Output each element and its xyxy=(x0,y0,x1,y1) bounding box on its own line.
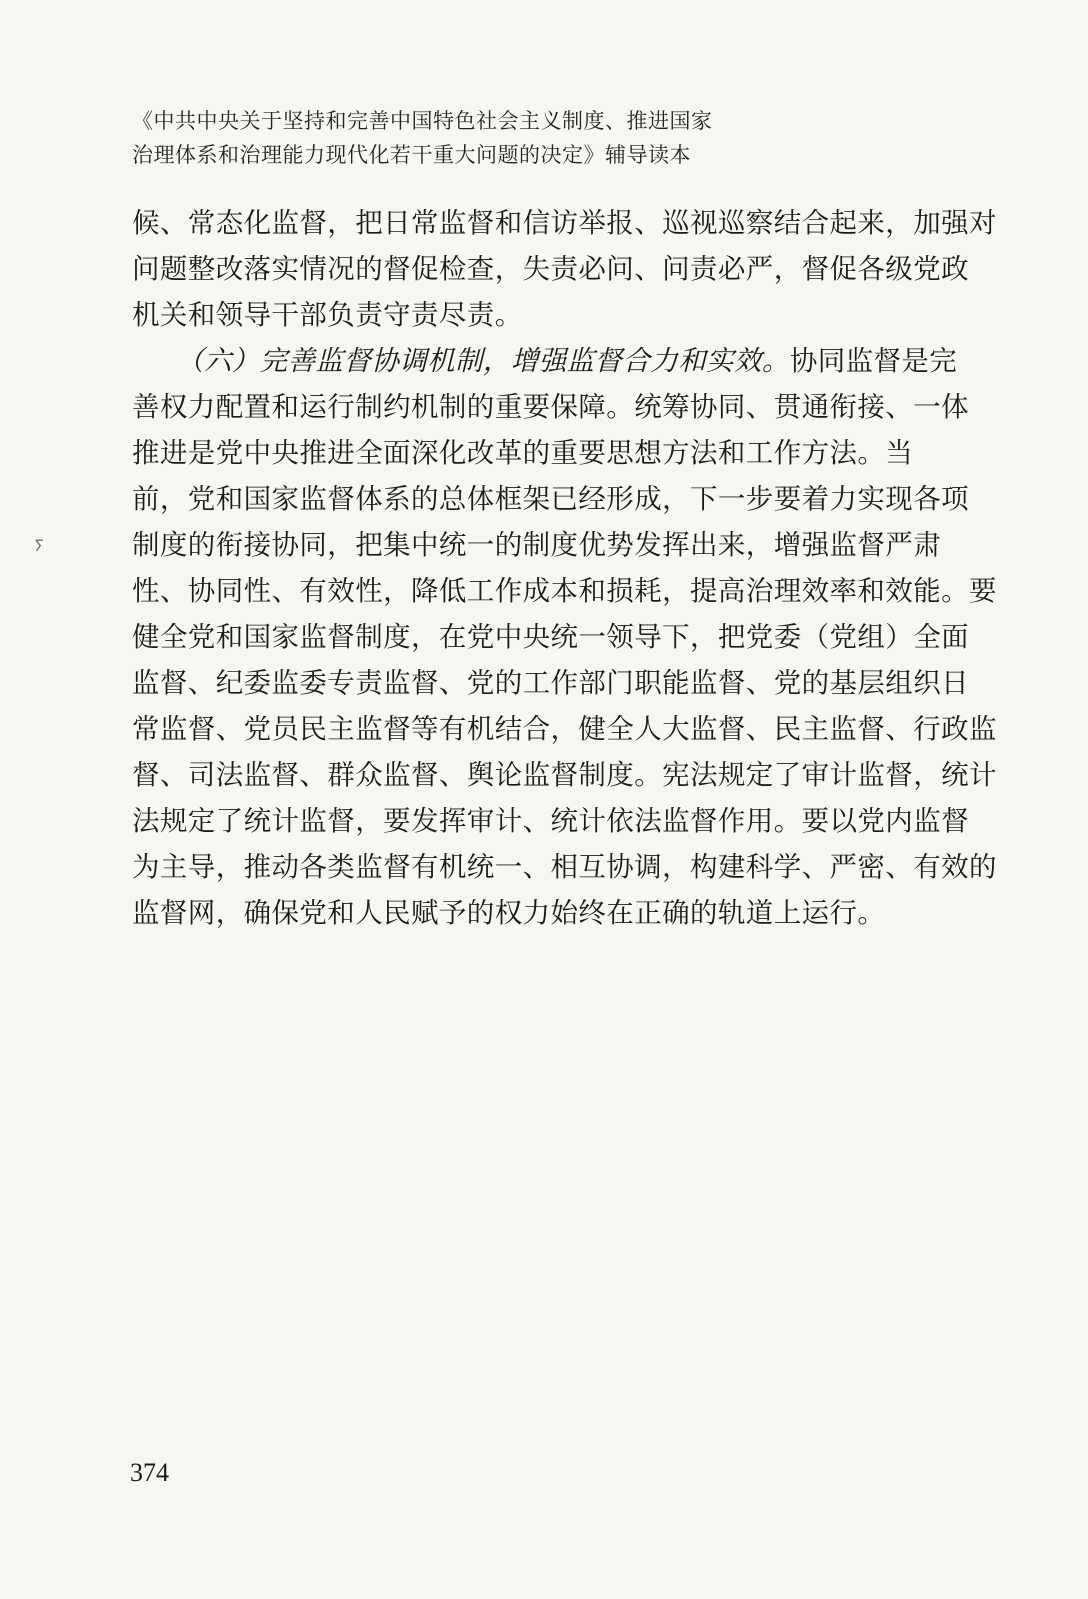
paragraph-2-line: 为主导，推动各类监督有机统一、相互协调，构建科学、严密、有效的 xyxy=(132,851,997,883)
paragraph-2-line: 推进是党中央推进全面深化改革的重要思想方法和工作方法。当 xyxy=(132,437,914,469)
paragraph-2-line: 健全党和国家监督制度，在党中央统一领导下，把党委（党组）全面 xyxy=(132,621,969,653)
page-number: 374 xyxy=(130,1458,169,1487)
running-header xyxy=(132,104,952,172)
paragraph-2-line: 前，党和国家监督体系的总体框架已经形成，下一步要着力实现各项 xyxy=(132,483,969,515)
paragraph-2-line: 性、协同性、有效性，降低工作成本和损耗，提高治理效率和效能。要 xyxy=(132,575,997,607)
margin-mark: ⵢ xyxy=(34,536,45,555)
paragraph-2-line: 监督、纪委监委专责监督、党的工作部门职能监督、党的基层组织日 xyxy=(132,667,969,699)
paragraph-1-line: 候、常态化监督，把日常监督和信访举报、巡视巡察结合起来，加强对 xyxy=(132,207,997,239)
paragraph-2-first-line-rest: 协同监督是完 xyxy=(789,345,958,377)
paragraph-2-line: 常监督、党员民主监督等有机结合，健全人大监督、民主监督、行政监 xyxy=(132,713,997,745)
paragraph-1-line: 问题整改落实情况的督促检查，失责必问、问责必严，督促各级党政 xyxy=(132,253,969,285)
paragraph-2-line: 法规定了统计监督，要发挥审计、统计依法监督作用。要以党内监督 xyxy=(132,805,969,837)
paragraph-1-line: 机关和领导干部负责守责尽责。 xyxy=(132,299,523,331)
section-heading: （六）完善监督协调机制，增强监督合力和实效。 xyxy=(176,345,790,377)
paragraph-2-first-line xyxy=(132,338,958,384)
body-text xyxy=(132,200,997,936)
paragraph-2-line: 督、司法监督、群众监督、舆论监督制度。宪法规定了审计监督，统计 xyxy=(132,759,997,791)
paragraph-2-line: 善权力配置和运行制约机制的重要保障。统筹协同、贯通衔接、一体 xyxy=(132,391,969,423)
paragraph-2-line: 制度的衔接协同，把集中统一的制度优势发挥出来，增强监督严肃 xyxy=(132,529,942,561)
running-header-line-1: 《中共中央关于坚持和完善中国特色社会主义制度、推进国家 xyxy=(132,109,713,133)
paragraph-2-line: 监督网，确保党和人民赋予的权力始终在正确的轨道上运行。 xyxy=(132,897,886,929)
running-header-line-2: 治理体系和治理能力现代化若干重大问题的决定》辅导读本 xyxy=(132,143,691,167)
